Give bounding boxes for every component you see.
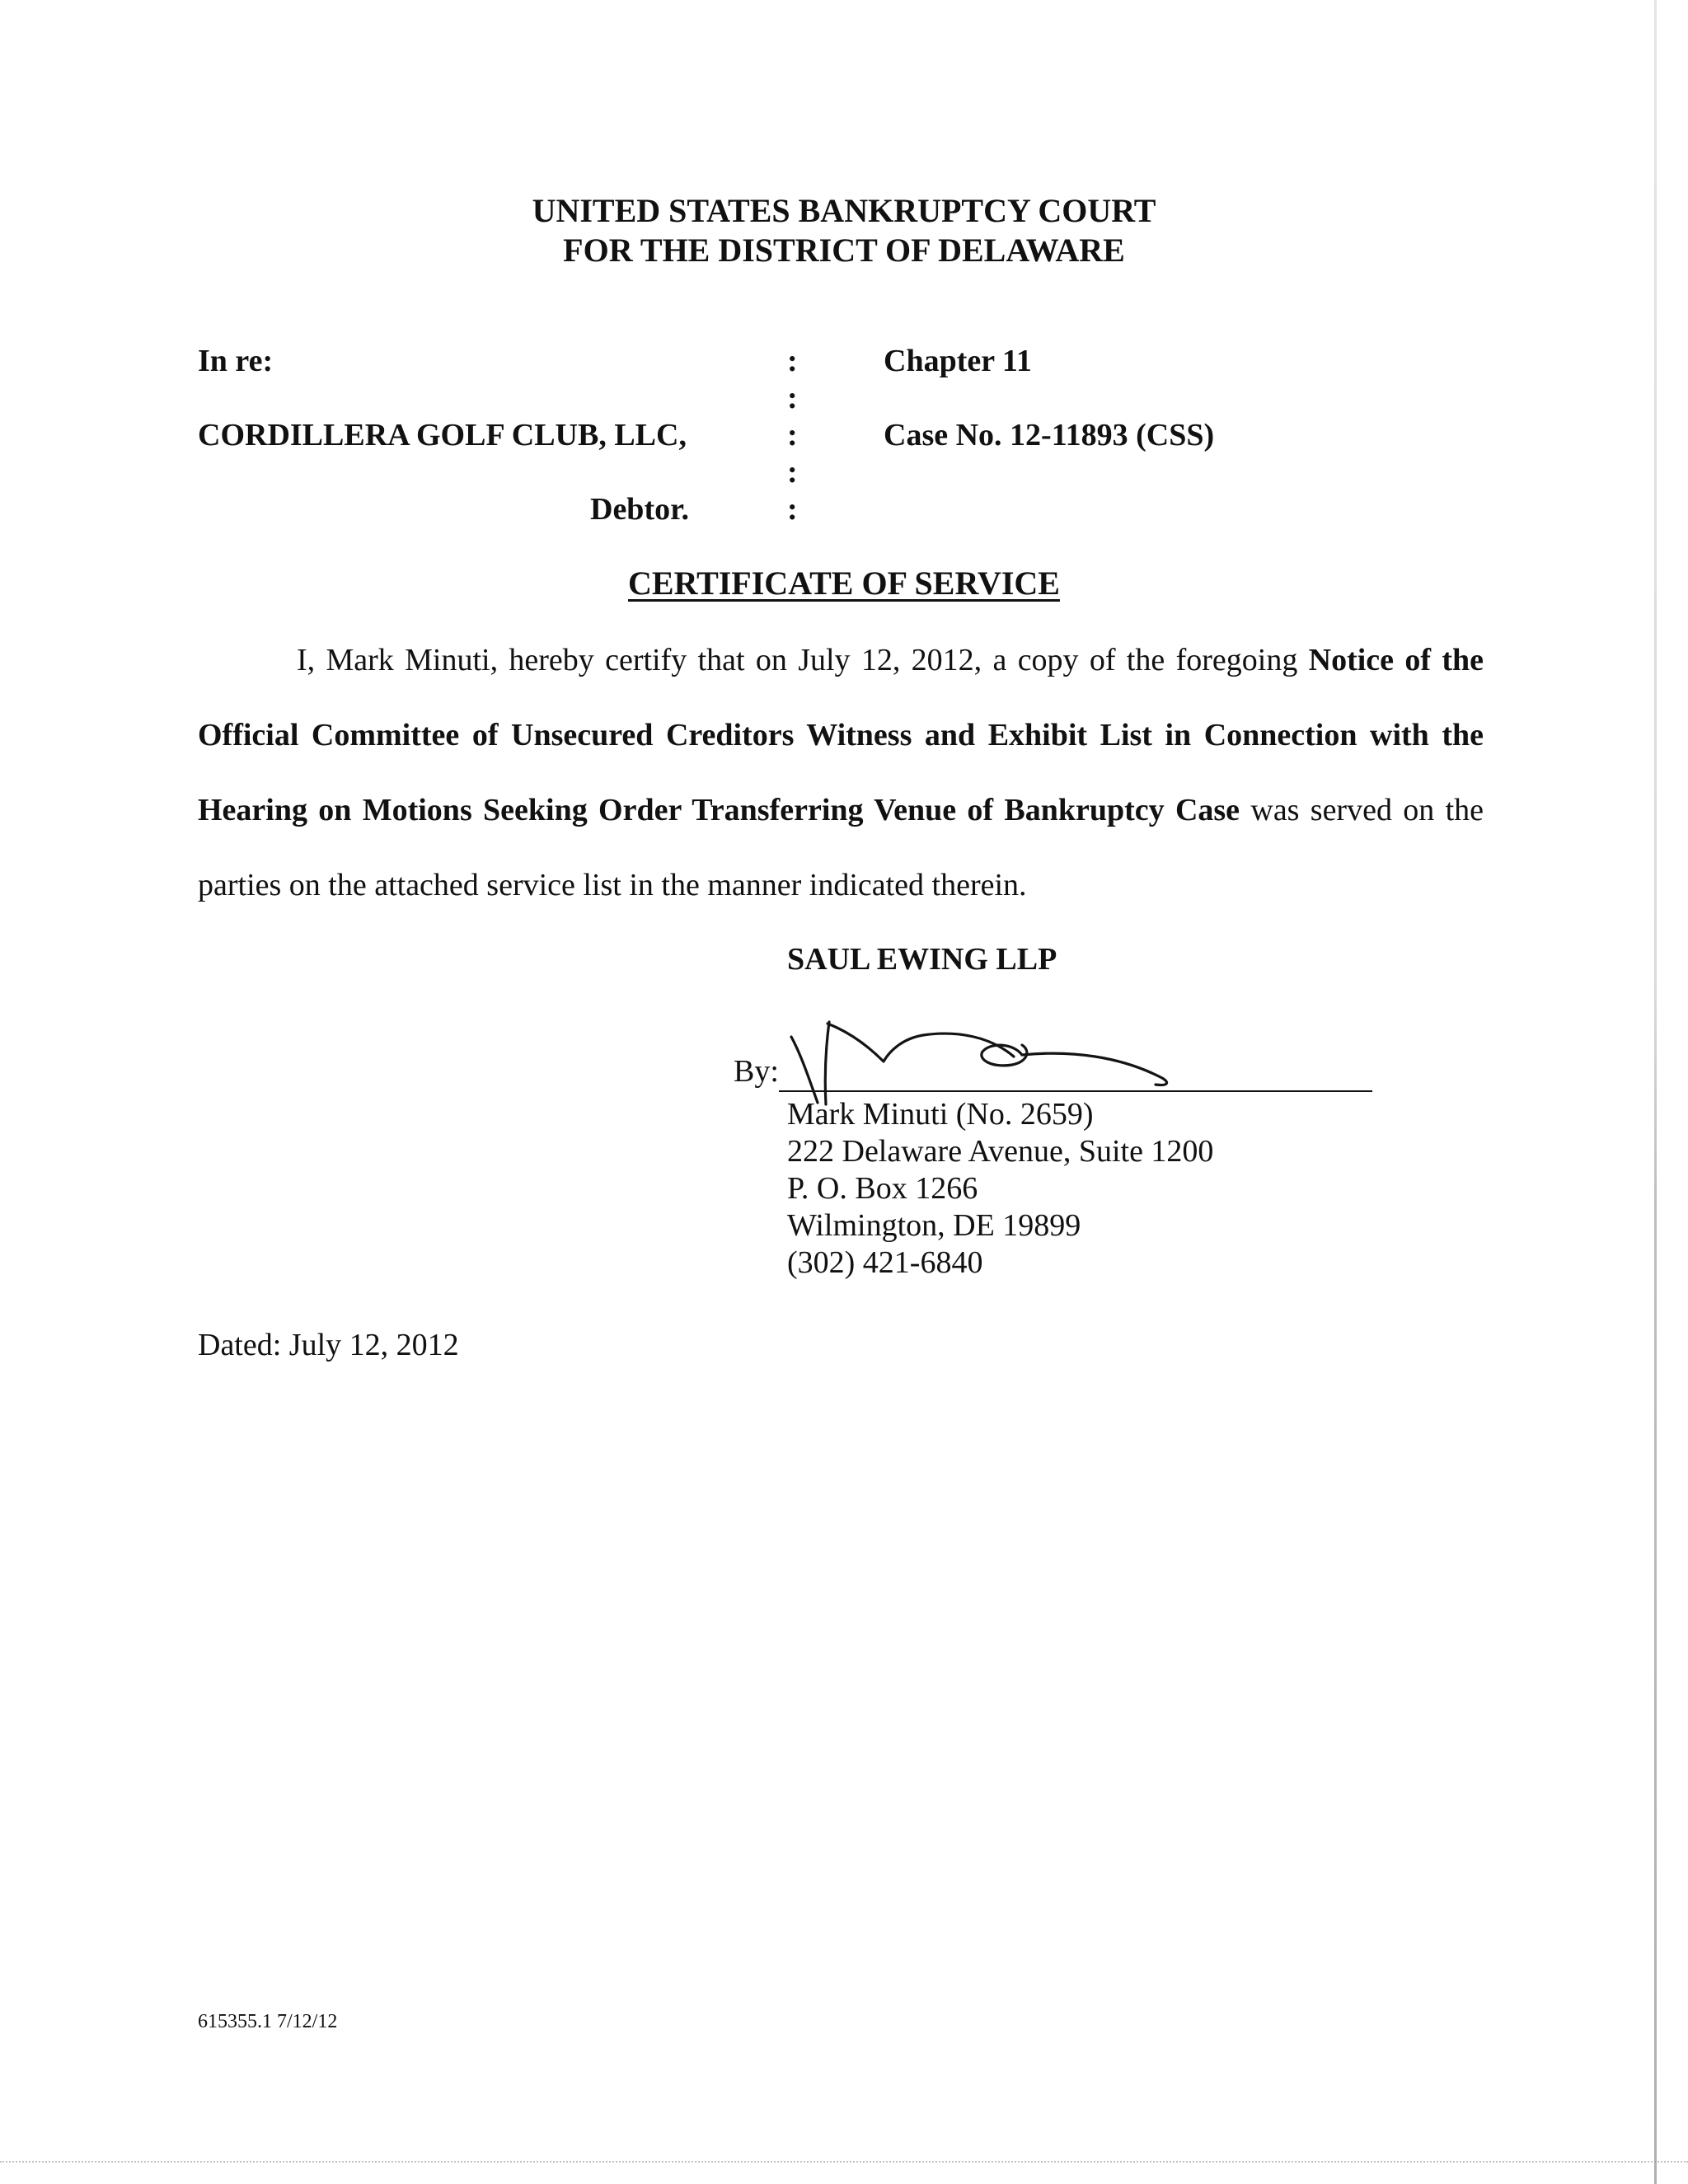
phone-number: (302) 421-6840 [787,1245,983,1280]
debtor-name: CORDILLERA GOLF CLUB, LLC, [198,418,687,452]
dated-line: Dated: July 12, 2012 [198,1328,459,1362]
caption-colon: : [787,344,798,378]
chapter-label: Chapter 11 [884,344,1032,378]
in-re-label: In re: [198,344,274,378]
court-name: UNITED STATES BANKRUPTCY COURT [532,192,1156,229]
debtor-label: Debtor. [590,492,689,527]
certificate-body [198,623,1484,923]
certificate-title-text: CERTIFICATE OF SERVICE [628,565,1060,602]
by-label: By: [734,1054,779,1089]
address-po-box: P. O. Box 1266 [787,1171,978,1206]
scan-edge-bottom [0,2161,1688,2164]
caption-colon: : [787,492,798,527]
scan-edge-right [1654,0,1657,2184]
certificate-text-closing: was served on the parties on the attached service list in the manner indicated therein. [198,793,1484,902]
caption-colon: : [787,381,798,415]
address-street: 222 Delaware Avenue, Suite 1200 [787,1134,1214,1169]
court-district: FOR THE DISTRICT OF DELAWARE [563,232,1125,269]
certificate-text-intro: I, Mark Minuti, hereby certify that on July 12, 2012, a copy of the foregoing [297,643,1309,677]
caption-colon: : [787,455,798,490]
signer-name: Mark Minuti (No. 2659) [787,1097,1094,1132]
served-document-title: Notice of the Official Committee of Unsecured Creditors Witness and Exhibit List in Connection with the Hearing on Motions Seeking Order Transferring Venue of Bankruptcy Case [198,643,1484,827]
law-firm-name: SAUL EWING LLP [787,942,1057,977]
document-id: 615355.1 7/12/12 [198,2011,338,2032]
certificate-title [0,564,1688,603]
address-city: Wilmington, DE 19899 [787,1208,1081,1243]
case-number: Case No. 12-11893 (CSS) [884,418,1215,452]
caption-colon: : [787,418,798,452]
